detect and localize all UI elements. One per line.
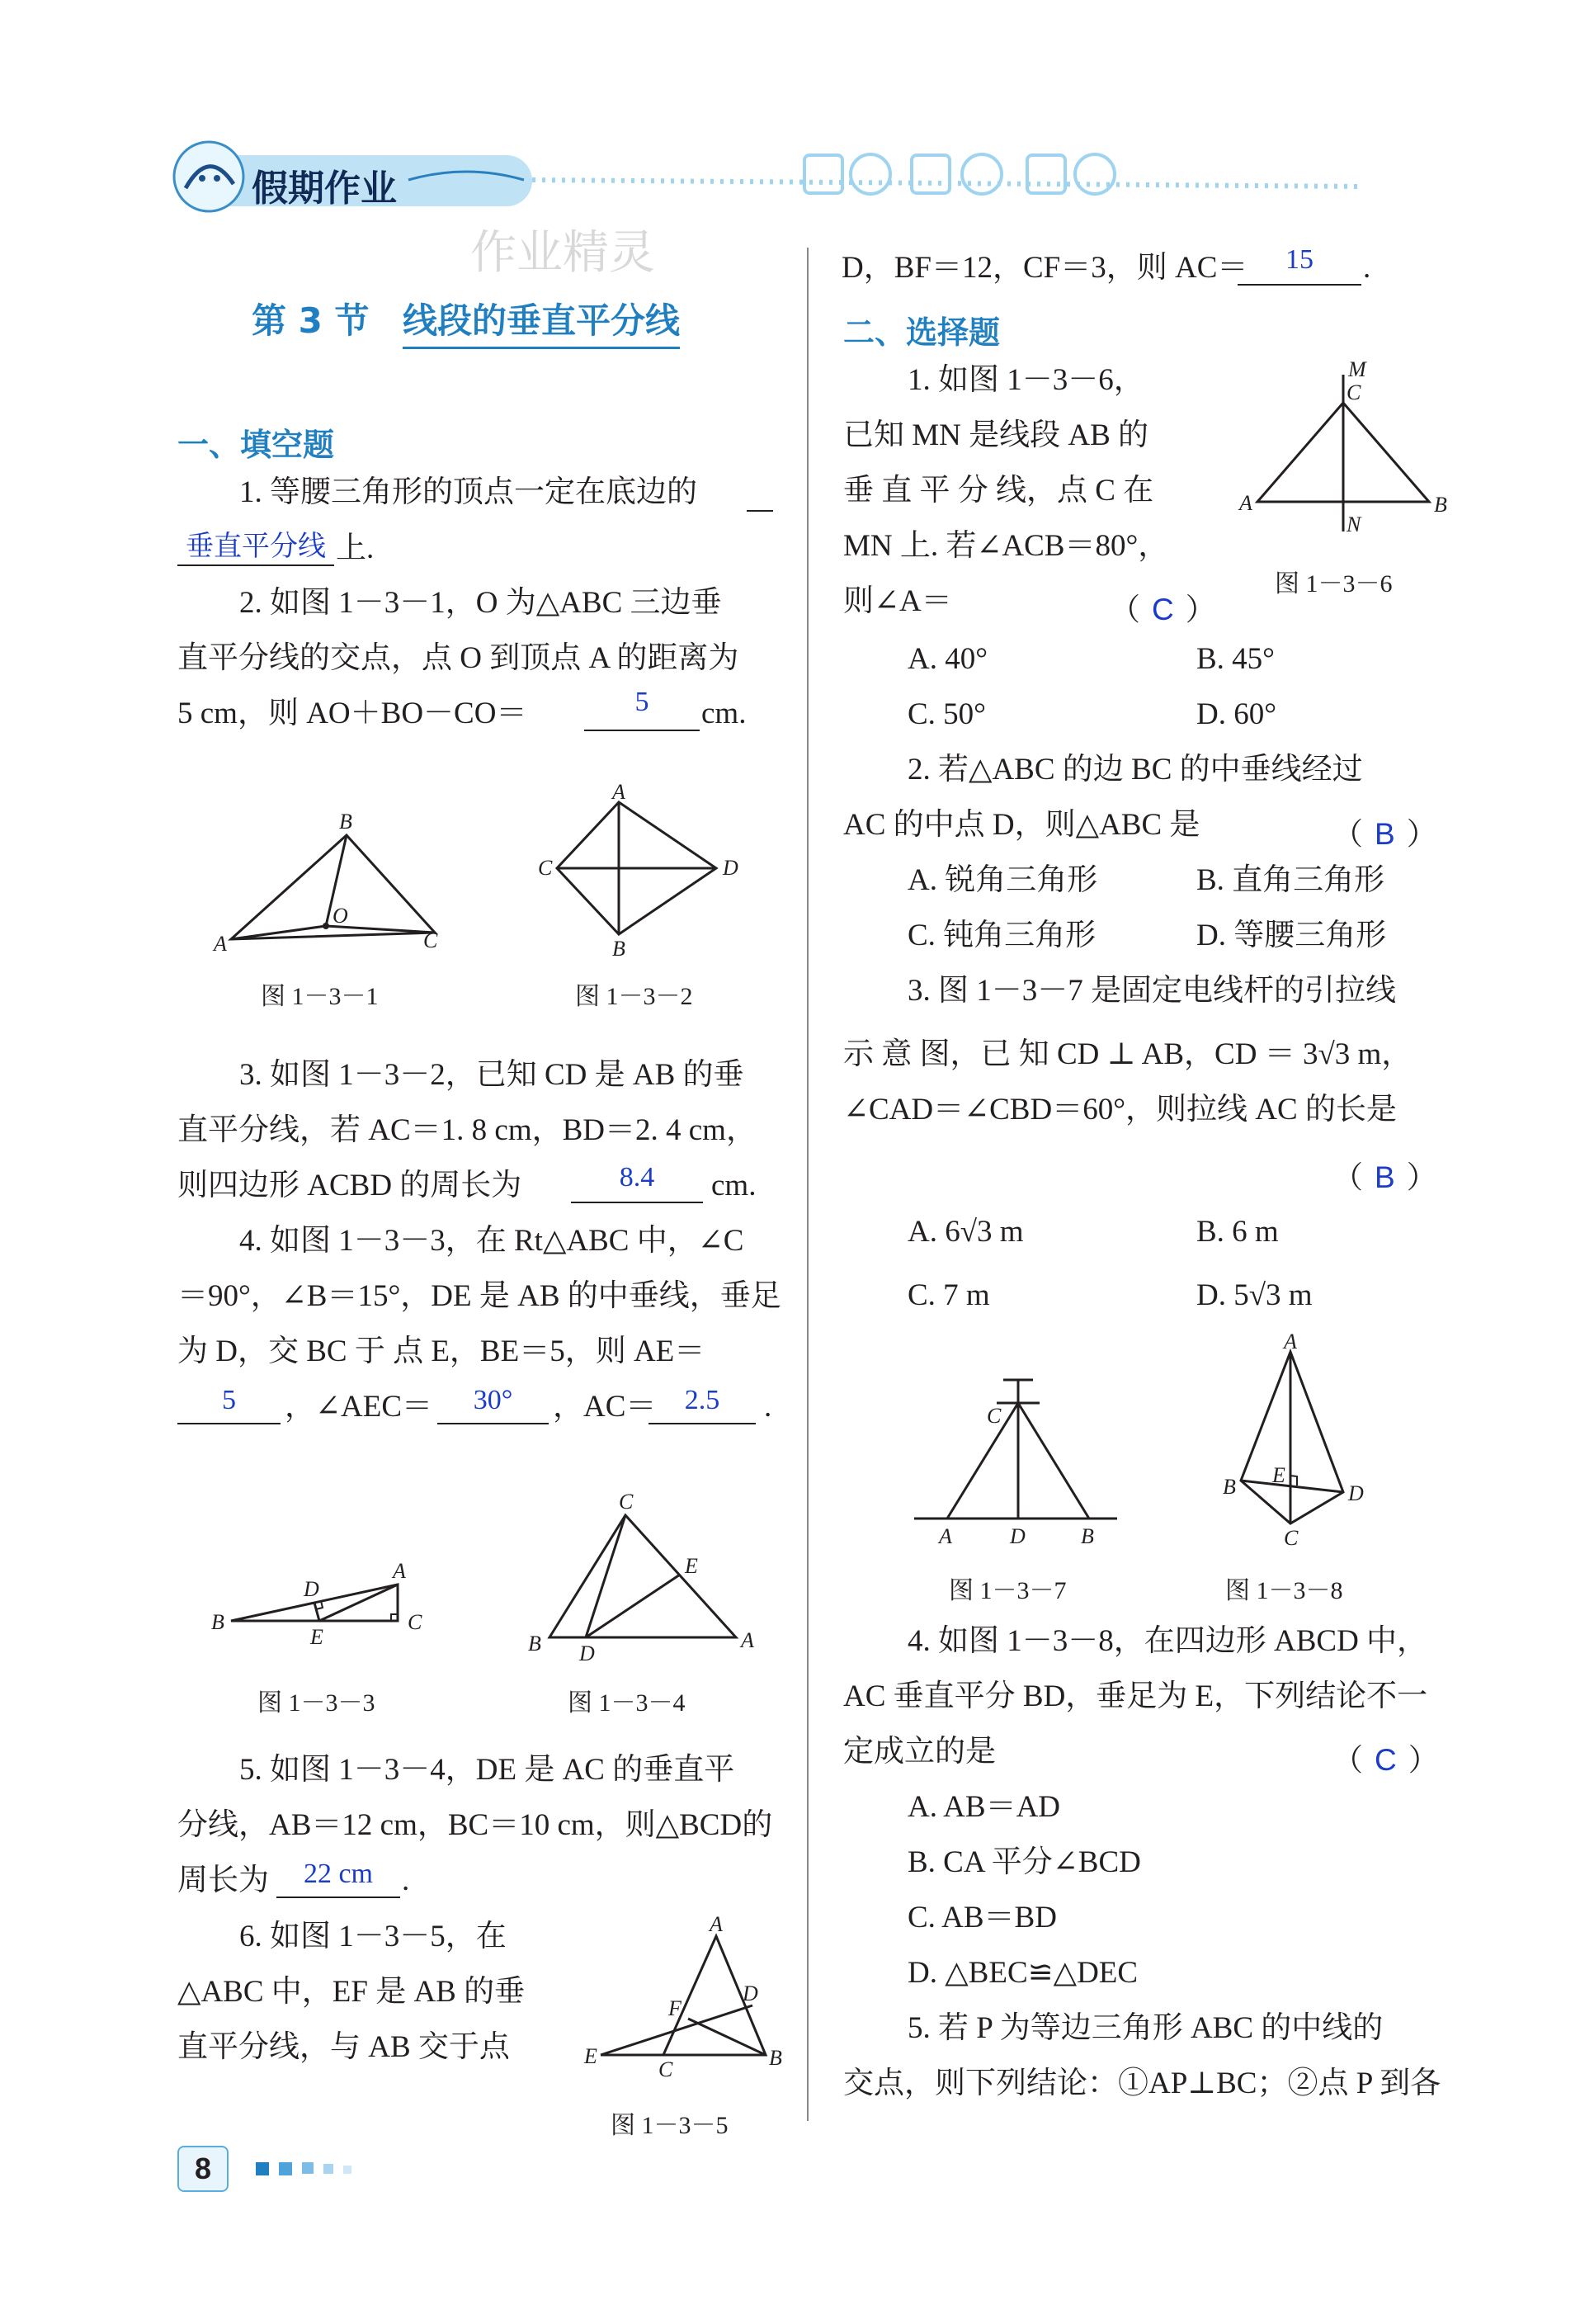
- q6-line1: 6. 如图 1－3－5，在: [239, 1920, 507, 1953]
- q1-text-a: 1. 等腰三角形的顶点一定在底边的: [239, 475, 697, 509]
- fig3-label-b: B: [211, 1610, 224, 1634]
- fig1-point-o: [323, 923, 329, 929]
- q3-answer: 8.4: [619, 1162, 655, 1193]
- q4-line3: 为 D，交 BC 于 点 E，BE＝5，则 AE＝: [177, 1334, 705, 1368]
- page-number-box: [177, 2146, 229, 2192]
- q2-line2: 直平分线的交点，点 O 到顶点 A 的距离为: [177, 641, 739, 675]
- c1-option-d: D. 60°: [1196, 697, 1277, 731]
- q4-answer-ac: 2.5: [684, 1385, 720, 1415]
- page-number: 8: [194, 2152, 212, 2185]
- c3-answer-paren: （ B ）: [1332, 1160, 1437, 1195]
- q2-blank: [584, 730, 700, 731]
- fig4-label-a: A: [741, 1628, 754, 1652]
- fig8-bd: [1241, 1481, 1343, 1492]
- c1-line2: 已知 MN 是线段 AB 的: [843, 418, 1149, 452]
- c2-option-a: A. 锐角三角形: [908, 863, 1098, 897]
- c5-line1: 5. 若 P 为等边三角形 ABC 的中线的: [908, 2011, 1384, 2045]
- c1-line1: 1. 如图 1－3－6，: [908, 363, 1144, 397]
- q4-end: .: [764, 1390, 772, 1424]
- c1-line4: MN 上. 若∠ACB＝80°，: [843, 529, 1169, 563]
- fig1-label-b: B: [339, 810, 352, 834]
- c2-option-d: D. 等腰三角形: [1196, 919, 1387, 952]
- column-divider: [807, 248, 809, 2121]
- fig5-label-b: B: [769, 2046, 782, 2070]
- section-title: 线段的垂直平分线: [403, 294, 680, 349]
- q6-line4a: D，BF＝12，CF＝3，则 AC＝: [842, 251, 1248, 285]
- q1-answer: 垂直平分线: [186, 531, 326, 562]
- series-title: 假期作业: [252, 168, 397, 210]
- fig3-ae: [319, 1585, 398, 1621]
- c3-option-c: C. 7 m: [908, 1278, 990, 1312]
- fig7-label-b: B: [1081, 1524, 1094, 1548]
- figure-1-3-1-caption: 图 1－3－1: [261, 983, 379, 1010]
- q5-answer: 22 cm: [303, 1859, 374, 1889]
- q6-line4b: .: [1363, 251, 1371, 285]
- c2-line2: AC 的中点 D，则△ABC 是: [843, 808, 1200, 842]
- figure-1-3-5-caption: 图 1－3－5: [611, 2112, 729, 2139]
- fig1-label-a: A: [214, 932, 227, 956]
- fig4-label-b: B: [528, 1632, 541, 1656]
- q2-answer: 5: [634, 687, 649, 717]
- fig3-de: [314, 1603, 319, 1621]
- fig4-triangle: [549, 1515, 736, 1637]
- figure-1-3-3-caption: 图 1－3－3: [257, 1689, 375, 1717]
- q6-line2: △ABC 中，EF 是 AB 的垂: [177, 1975, 526, 2009]
- fig3-label-e: E: [310, 1625, 323, 1649]
- fig7-bc: [1018, 1403, 1089, 1519]
- q5-line2: 分线，AB＝12 cm，BC＝10 cm，则△BCD的: [177, 1808, 773, 1842]
- fig4-label-d: D: [579, 1641, 595, 1665]
- footer-dots: [256, 2159, 396, 2179]
- c3-option-d: D. 5√3 m: [1196, 1278, 1313, 1312]
- c3-line2: 示 意 图，已 知 CD ⊥ AB，CD ＝ 3√3 m，: [843, 1037, 1413, 1071]
- fig5-label-a: A: [710, 1913, 723, 1936]
- fig6-label-c: C: [1347, 380, 1361, 404]
- fig2-label-d: D: [723, 856, 738, 880]
- figure-1-3-8: [1205, 1329, 1403, 1552]
- q1-blank: [177, 564, 334, 566]
- q2-line3b: cm.: [701, 697, 747, 730]
- fig2-label-b: B: [612, 937, 625, 957]
- fig6-label-a: A: [1239, 491, 1252, 515]
- q1-text-b: 上.: [336, 531, 375, 565]
- q2-line1: 2. 如图 1－3－1，O 为△ABC 三边垂: [239, 586, 722, 620]
- figure-1-3-2: [528, 784, 743, 957]
- q6-answer: 15: [1285, 244, 1314, 275]
- section-number: 第 3 节: [252, 300, 370, 341]
- fig4-cd: [586, 1515, 625, 1637]
- c1-line5: 则∠A＝: [843, 584, 952, 618]
- c3-line1: 3. 图 1－3－7 是固定电线杆的引拉线: [908, 974, 1396, 1008]
- fig4-label-c: C: [619, 1490, 634, 1514]
- fig8-label-a: A: [1284, 1330, 1297, 1353]
- c4-line1: 4. 如图 1－3－8，在四边形 ABCD 中，: [908, 1624, 1428, 1658]
- fig5-label-f: F: [668, 1996, 682, 2020]
- fig6-label-b: B: [1434, 493, 1447, 517]
- q4-answer-ae: 5: [222, 1385, 236, 1415]
- fig3-label-a: A: [393, 1559, 406, 1583]
- q1-blank-top: [747, 510, 773, 512]
- c4-option-d: D. △BEC≌△DEC: [908, 1956, 1139, 1990]
- q3-line2: 直平分线，若 AC＝1. 8 cm，BD＝2. 4 cm，: [177, 1113, 757, 1147]
- q4-mid1: ，∠AEC＝: [285, 1390, 433, 1424]
- fig1-label-c: C: [423, 928, 438, 952]
- fig5-label-d: D: [743, 1982, 758, 2005]
- c1-option-b: B. 45°: [1196, 642, 1275, 676]
- q3-line3b: cm.: [711, 1169, 757, 1202]
- q4-line2: ＝90°，∠B＝15°，DE 是 AB 的中垂线，垂足: [177, 1279, 781, 1313]
- fig8-label-d: D: [1348, 1481, 1364, 1505]
- c4-answer-paren: （ C ）: [1332, 1743, 1439, 1778]
- fig3-label-c: C: [408, 1610, 422, 1634]
- q3-line1: 3. 如图 1－3－2，已知 CD 是 AB 的垂: [239, 1058, 744, 1092]
- figure-1-3-2-caption: 图 1－3－2: [575, 983, 693, 1010]
- c4-option-b: B. CA 平分∠BCD: [908, 1845, 1141, 1879]
- figure-1-3-1: [210, 809, 450, 957]
- fig8-quad: [1241, 1352, 1343, 1523]
- figure-1-3-5: [578, 1913, 792, 2086]
- c3-option-b: B. 6 m: [1196, 1215, 1279, 1249]
- fig8-label-b: B: [1223, 1475, 1236, 1499]
- watermark: 作业精灵: [470, 226, 655, 280]
- fig1-label-o: O: [333, 904, 348, 928]
- fig7-label-a: A: [939, 1524, 952, 1548]
- fig6-label-m: M: [1348, 357, 1366, 381]
- fig5-label-e: E: [584, 2044, 597, 2068]
- q5-line1: 5. 如图 1－3－4，DE 是 AC 的垂直平: [239, 1753, 735, 1787]
- q5-blank: [276, 1897, 400, 1898]
- c1-answer-paren: （ C ）: [1110, 593, 1216, 627]
- c3-line3: ∠CAD＝∠CBD＝60°，则拉线 AC 的长是: [843, 1093, 1397, 1127]
- q2-line3a: 5 cm，则 AO＋BO－CO＝: [177, 697, 527, 730]
- q4-answer-aec: 30°: [473, 1385, 513, 1415]
- c2-answer-paren: （ B ）: [1332, 817, 1437, 852]
- fig4-de: [586, 1575, 680, 1637]
- fig7-label-c: C: [987, 1404, 1002, 1428]
- c2-option-b: B. 直角三角形: [1196, 863, 1385, 897]
- fig2-label-c: C: [538, 856, 553, 880]
- c2-option-c: C. 钝角三角形: [908, 919, 1097, 952]
- figure-1-3-6: [1238, 357, 1460, 546]
- heading-choice: 二、选择题: [843, 314, 1001, 351]
- fig6-label-n: N: [1347, 513, 1361, 536]
- c5-line2: 交点，则下列结论：①AP⊥BC；②点 P 到各: [843, 2067, 1441, 2100]
- c4-answer: C: [1375, 1743, 1397, 1777]
- fig3-label-d: D: [304, 1577, 319, 1601]
- fig2-label-a: A: [612, 784, 625, 804]
- q6-line3: 直平分线，与 AB 交于点: [177, 2030, 510, 2064]
- c4-option-a: A. AB＝AD: [908, 1790, 1061, 1824]
- figure-1-3-7: [908, 1370, 1122, 1552]
- c4-option-c: C. AB＝BD: [908, 1901, 1057, 1934]
- c2-line1: 2. 若△ABC 的边 BC 的中垂线经过: [908, 753, 1363, 786]
- c2-answer: B: [1375, 817, 1395, 851]
- c4-line2: AC 垂直平分 BD，垂足为 E，下列结论不一: [843, 1679, 1428, 1713]
- c1-answer: C: [1152, 593, 1174, 626]
- figure-1-3-4: [520, 1486, 759, 1675]
- q4-blank-ac: [649, 1423, 756, 1424]
- figure-1-3-3: [206, 1535, 437, 1651]
- c1-line3: 垂 直 平 分 线，点 C 在: [843, 474, 1154, 508]
- heading-fill-blank: 一、填空题: [177, 427, 335, 463]
- c3-answer: B: [1375, 1160, 1395, 1194]
- fig8-label-c: C: [1284, 1526, 1299, 1550]
- figure-1-3-6-caption: 图 1－3－6: [1275, 570, 1393, 598]
- fig4-label-e: E: [685, 1554, 698, 1578]
- c4-line3: 定成立的是: [843, 1735, 996, 1769]
- fig7-label-d: D: [1010, 1524, 1026, 1548]
- fig5-label-c: C: [658, 2057, 673, 2081]
- q6-blank: [1238, 284, 1361, 286]
- fig8-label-e: E: [1272, 1463, 1285, 1487]
- figure-1-3-7-caption: 图 1－3－7: [949, 1577, 1067, 1604]
- c1-option-a: A. 40°: [908, 642, 988, 676]
- q3-blank: [571, 1202, 703, 1203]
- fig7-ac: [947, 1403, 1018, 1519]
- q4-mid2: ，AC＝: [553, 1390, 657, 1424]
- q4-blank-aec: [437, 1423, 549, 1424]
- c1-option-c: C. 50°: [908, 697, 986, 731]
- q5-line3b: .: [402, 1863, 410, 1897]
- c3-option-a: A. 6√3 m: [908, 1215, 1024, 1249]
- q4-line1: 4. 如图 1－3－3，在 Rt△ABC 中，∠C: [239, 1224, 744, 1258]
- figure-1-3-4-caption: 图 1－3－4: [568, 1689, 686, 1717]
- q4-blank-ae: [177, 1423, 281, 1424]
- figure-1-3-8-caption: 图 1－3－8: [1225, 1577, 1343, 1604]
- q3-line3a: 则四边形 ACBD 的周长为: [177, 1169, 522, 1202]
- q5-line3a: 周长为: [177, 1863, 269, 1897]
